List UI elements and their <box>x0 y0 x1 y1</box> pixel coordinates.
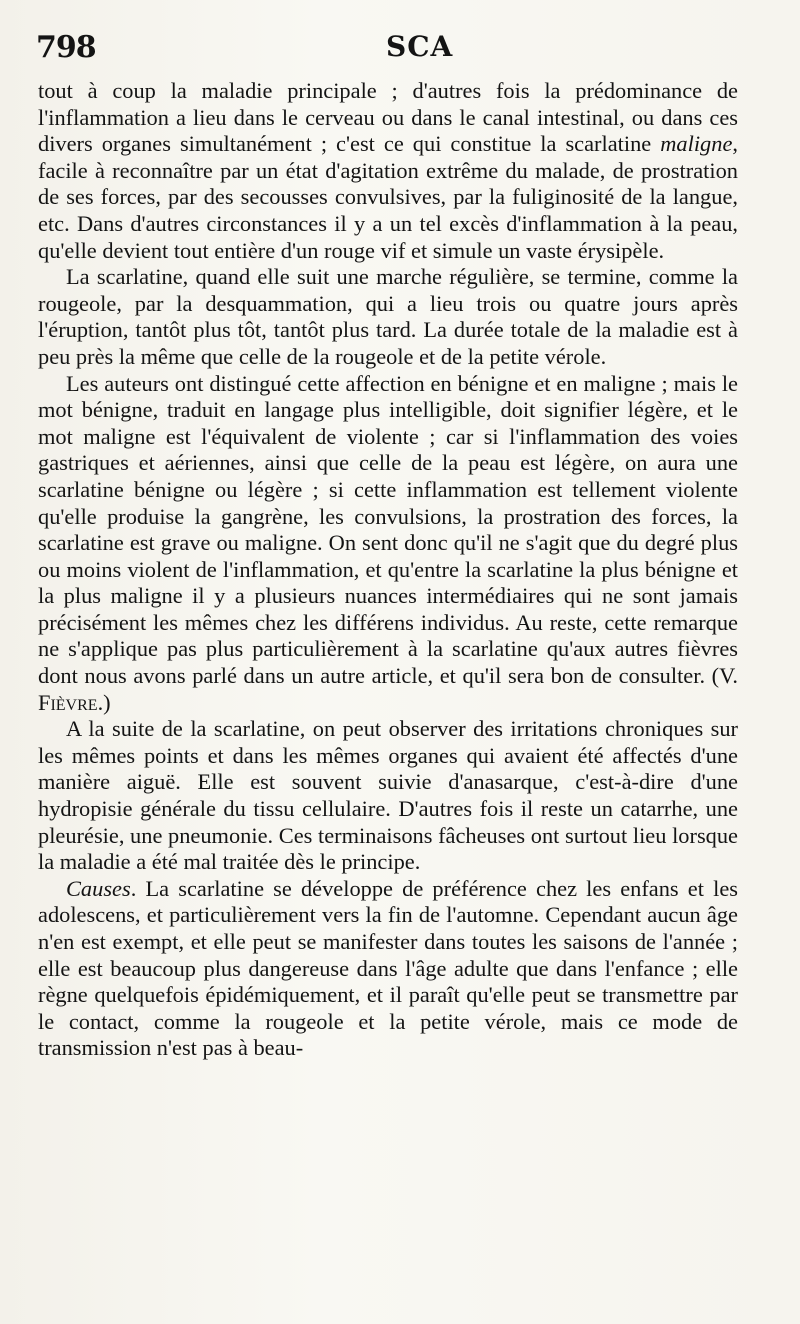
paragraph-3-text-b: .) <box>97 689 111 715</box>
paragraph-1-text-a: tout à coup la maladie principale ; d'autres fois la prédominance de l'inflammation a lieu dans le cerveau ou dans le canal intestinal, ou dans ces divers organes simultanément ; c'est ce qui constitue la scarlatine <box>38 78 738 157</box>
paragraph-1-text-b: , facile à reconnaître par un état d'agitation extrême du malade, de prostration de ses forces, par des secousses convulsives, par la fuliginosité de la langue, etc. Dans d'autres circonstances il y a un tel excès d'inflammation à la peau, qu'elle devient tout entière d'un rouge vif et simule un vaste érysipèle. <box>38 131 738 263</box>
paragraph-3-text-a: Les auteurs ont distingué cette affection en bénigne et en maligne ; mais le mot bénigne, traduit en langage plus intelligible, doit signifier légère, et le mot maligne est l'équivalent de violente ; car si l'inflammation des voies gastriques et aériennes, ainsi que celle de la peau est légère, on aura une scarlatine bénigne ou légère ; si cette inflammation est tellement violente qu'elle produise la gangrène, les convulsions, la prostration des forces, la scarlatine est grave ou maligne. On sent donc qu'il ne s'agit que du degré plus ou moins violent de l'inflammation, et qu'entre la scarlatine la plus bénigne et la plus maligne il y a plusieurs nuances intermédiaires qui ne sont jamais précisément les mêmes chez les différens individus. Au reste, cette remarque ne s'applique pas plus particulièrement à la scarlatine qu'aux autres fièvres dont nous avons parlé dans un autre article, et qu'il sera bon de consulter. (V. <box>38 370 738 689</box>
paragraph-4: A la suite de la scarlatine, on peut observer des irritations chroniques sur les mêmes points et dans les mêmes organes qui avaient été affectés d'une manière aiguë. Elle est souvent suivie d'anasarque, c'est-à-dire d'une hydropisie générale du tissu cellulaire. D'autres fois il reste un catarrhe, une pleurésie, une pneumonie. Ces terminaisons fâcheuses ont surtout lieu lorsque la maladie a été mal traitée dès le principe. <box>38 716 738 875</box>
page-header <box>36 26 756 76</box>
paragraph-1 <box>38 78 738 264</box>
paragraph-5-text: . La scarlatine se développe de préférence chez les enfans et les adolescens, et particulièrement vers la fin de l'automne. Cependant aucun âge n'en est exempt, et elle peut se manifester dans toutes les saisons de l'année ; elle est beaucoup plus dangereuse dans l'âge adulte que dans l'enfance ; elle règne quelquefois épidémiquement, et il paraît qu'elle peut se transmettre par le contact, comme la rougeole et la petite vérole, mais ce mode de transmission n'est pas à beau- <box>38 875 738 1061</box>
page-body <box>38 78 738 1062</box>
running-head: SCA <box>386 30 454 63</box>
paragraph-1-italic: maligne <box>660 131 733 157</box>
paragraph-3 <box>38 371 738 717</box>
section-heading-causes: Causes <box>66 875 131 901</box>
cross-reference-fievre: Fièvre <box>38 689 98 715</box>
paragraph-2: La scarlatine, quand elle suit une marche régulière, se termine, comme la rougeole, par la desquammation, qui a lieu trois ou quatre jours après l'éruption, tantôt plus tôt, tantôt plus tard. La durée totale de la maladie est à peu près la même que celle de la rougeole et de la petite vérole. <box>38 264 738 369</box>
page-number: 798 <box>36 30 96 65</box>
paragraph-5 <box>38 876 738 1062</box>
